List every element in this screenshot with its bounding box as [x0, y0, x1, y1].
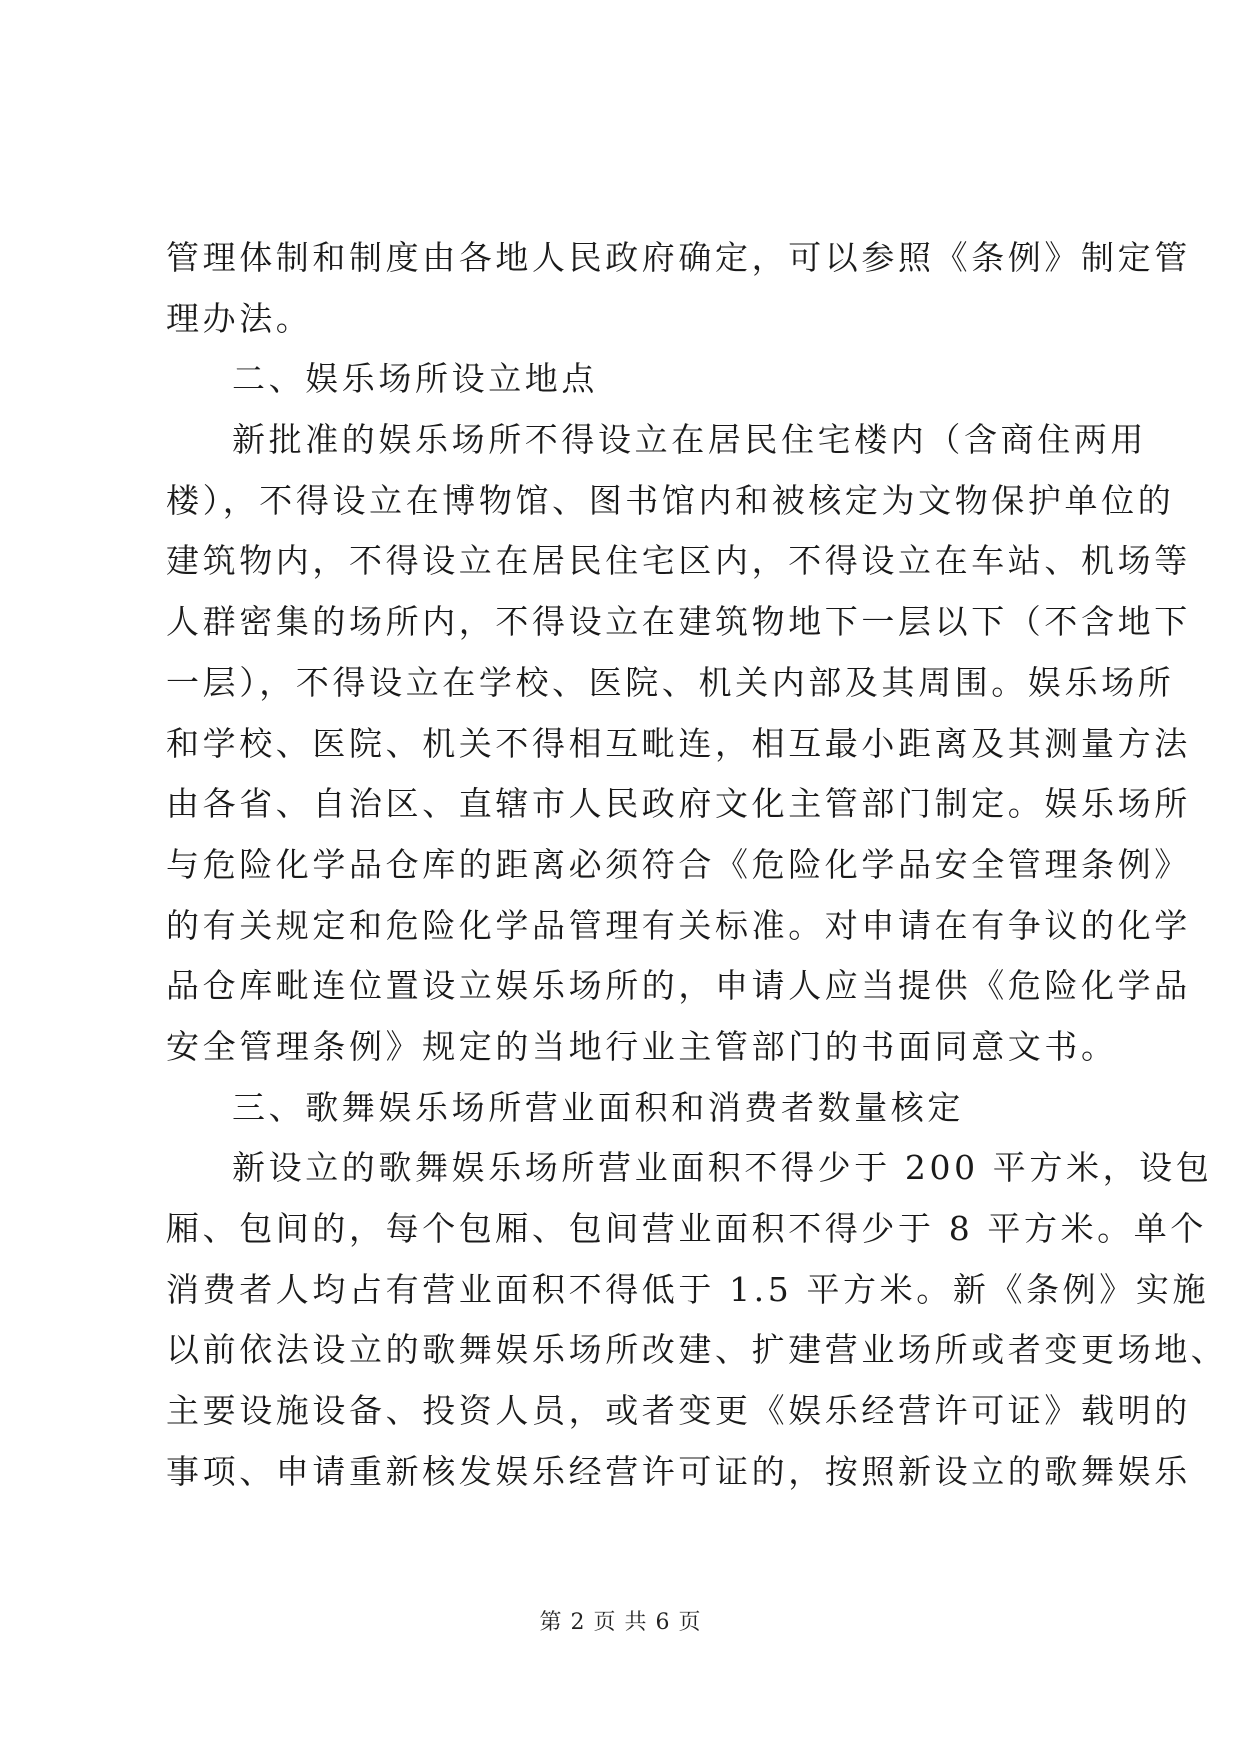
text-line: 楼），不得设立在博物馆、图书馆内和被核定为文物保护单位的: [166, 480, 1175, 520]
text-line: 和学校、医院、机关不得相互毗连，相互最小距离及其测量方法: [166, 723, 1191, 763]
text-line: 人群密集的场所内，不得设立在建筑物地下一层以下（不含地下: [166, 602, 1191, 642]
body-text: [166, 228, 1228, 1502]
text-line: 的有关规定和危险化学品管理有关标准。对申请在有争议的化学: [166, 905, 1191, 945]
text-line: 建筑物内，不得设立在居民住宅区内，不得设立在车站、机场等: [166, 541, 1191, 581]
text-line: 一层），不得设立在学校、医院、机关内部及其周围。娱乐场所: [166, 662, 1175, 702]
page-number-label: 第 2 页 共 6 页: [539, 1610, 702, 1635]
text-line: 事项、申请重新核发娱乐经营许可证的，按照新设立的歌舞娱乐: [166, 1451, 1191, 1491]
text-line: 品仓库毗连位置设立娱乐场所的，申请人应当提供《危险化学品: [166, 966, 1191, 1006]
text-line: 厢、包间的，每个包厢、包间营业面积不得少于 8 平方米。单个: [166, 1209, 1207, 1248]
section-heading: 三、歌舞娱乐场所营业面积和消费者数量核定: [232, 1087, 964, 1127]
text-line: 新设立的歌舞娱乐场所营业面积不得少于 200 平方米，设包: [232, 1148, 1213, 1188]
text-line: 主要设施设备、投资人员，或者变更《娱乐经营许可证》载明的: [166, 1391, 1191, 1431]
text-line: 理办法。: [166, 298, 313, 338]
text-line: 以前依法设立的歌舞娱乐场所改建、扩建营业场所或者变更场地、: [166, 1330, 1228, 1370]
text-line: 与危险化学品仓库的距离必须符合《危险化学品安全管理条例》: [166, 844, 1191, 884]
page-footer: [0, 1605, 1241, 1636]
text-line: 由各省、自治区、直辖市人民政府文化主管部门制定。娱乐场所: [166, 784, 1191, 824]
text-line: 新批准的娱乐场所不得设立在居民住宅楼内（含商住两用: [232, 420, 1147, 460]
text-line: 管理体制和制度由各地人民政府确定，可以参照《条例》制定管: [166, 238, 1191, 277]
section-heading: 二、娱乐场所设立地点: [232, 359, 598, 399]
text-line: 消费者人均占有营业面积不得低于 1.5 平方米。新《条例》实施: [166, 1269, 1210, 1309]
text-line: 安全管理条例》规定的当地行业主管部门的书面同意文书。: [166, 1026, 1118, 1066]
